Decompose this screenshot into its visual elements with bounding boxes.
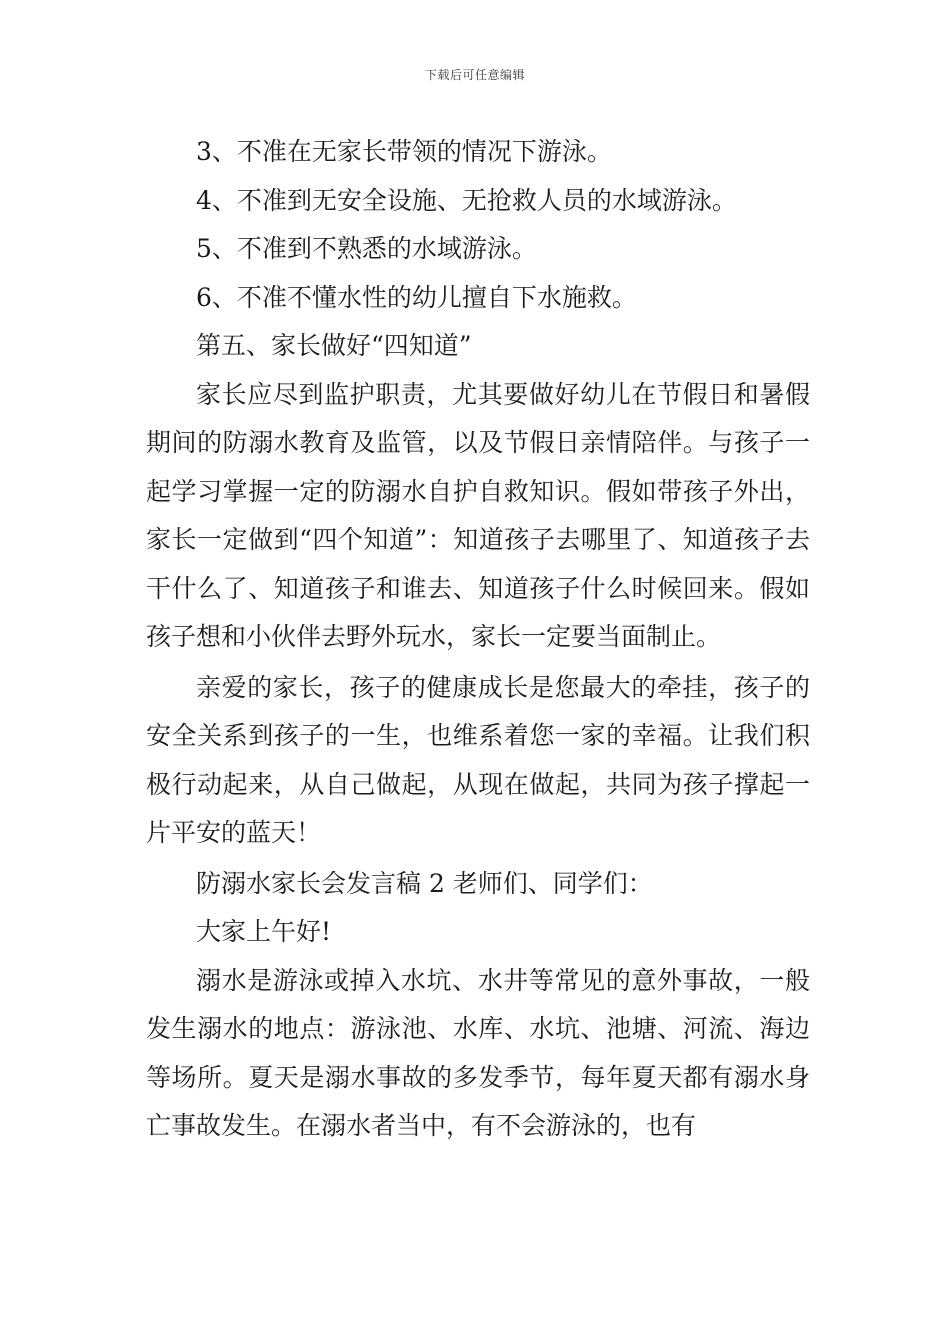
rule-item-6: 6、不准不懂水性的幼儿擅自下水施救。 bbox=[196, 282, 637, 312]
page-header: 下载后可任意编辑 bbox=[424, 68, 525, 82]
body-paragraph: 亲爱的家长，孩子的健康成长是您最大的牵挂，孩子的安全关系到孩子的一生，也维系着您一家的幸福。让我们积极行动起来，从自己做起，从现在做起，共同为孩子撑起一片平安的蓝天！ bbox=[146, 672, 810, 847]
document-body bbox=[146, 128, 810, 1151]
rule-item-4: 4、不准到无安全设施、无抢救人员的水域游泳。 bbox=[196, 185, 737, 215]
section-heading: 第五、家长做好“四知道” bbox=[196, 331, 472, 360]
body-paragraph: 溺水是游泳或掉入水坑、水井等常见的意外事故，一般发生溺水的地点：游泳池、水库、水坑、池塘、河流、海边等场所。夏天是溺水事故的多发季节，每年夏天都有溺水身亡事故发生。在溺水者当中，有不会游泳的，也有 bbox=[146, 965, 810, 1140]
greeting: 大家上午好! bbox=[196, 917, 332, 946]
rule-item-5: 5、不准到不熟悉的水域游泳。 bbox=[196, 234, 537, 263]
speech-title: 防溺水家长会发言稿 2 老师们、同学们： bbox=[196, 868, 653, 898]
body-paragraph: 家长应尽到监护职责，尤其要做好幼儿在节假日和暑假期间的防溺水教育及监管，以及节假日亲情陪伴。与孩子一起学习掌握一定的防溺水自护自救知识。假如带孩子外出，家长一定做到“四个知道”：知道孩子去哪里了、知道孩子去干什么了、知道孩子和谁去、知道孩子什么时候回来。假如孩子想和小伙伴去野外玩水，家长一定要当面制止。 bbox=[146, 379, 810, 651]
rule-item-3: 3、不准在无家长带领的情况下游泳。 bbox=[196, 137, 612, 166]
